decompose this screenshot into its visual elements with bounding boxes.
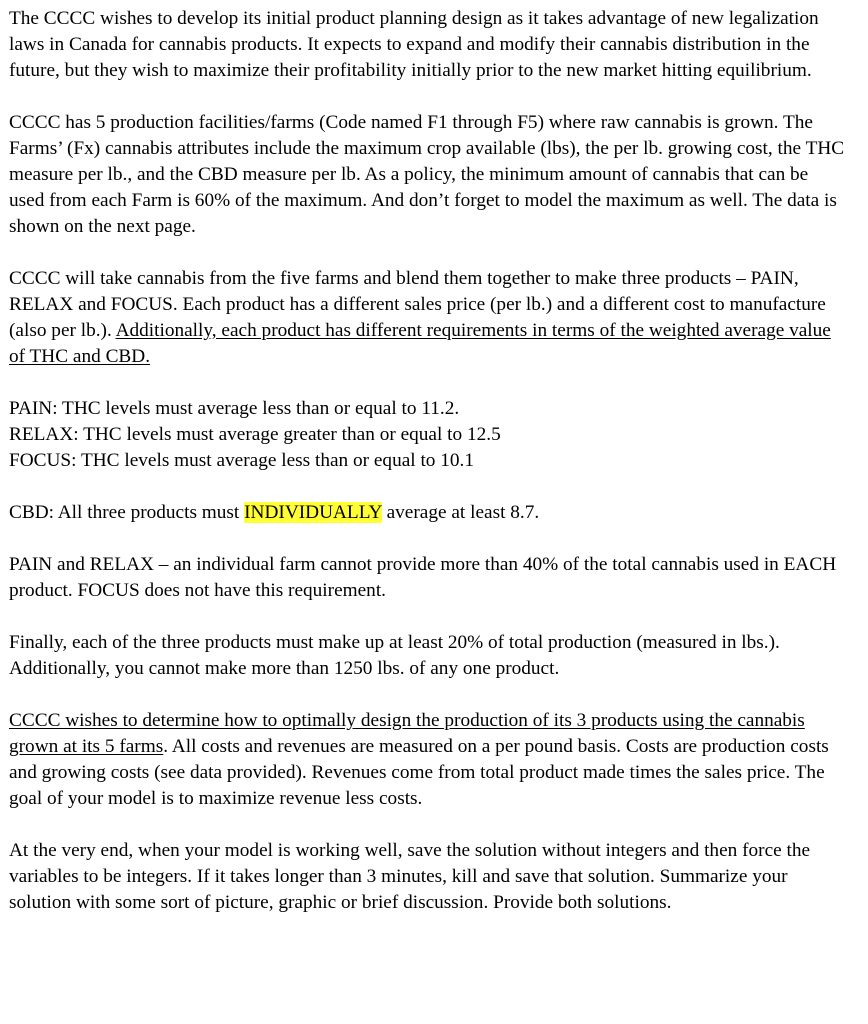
intro-paragraph: The CCCC wishes to develop its initial product planning design as it takes advantage of new legalization laws in Canada for cannabis products. It expects to expand and modify their cannabis distribution in the future, but they wish to maximize their profitability initially prior to the new market hitting equilibrium. <box>9 8 819 81</box>
thc-requirements <box>9 396 846 474</box>
pain-relax-paragraph: PAIN and RELAX – an individual farm cannot provide more than 40% of the total cannabis used in EACH product. FOCUS does not have this requirement. <box>9 554 837 601</box>
finally-paragraph: Finally, each of the three products must make up at least 20% of total production (measured in lbs.). Additionally, you cannot make more than 1250 lbs. of any one product. <box>9 632 780 679</box>
goal-underlined: CCCC wishes to determine how to optimally design the production of its 3 products using the cannabis grown at its 5 farms <box>9 710 805 757</box>
thc-relax-line: RELAX: THC levels must average greater than or equal to 12.5 <box>9 424 501 445</box>
thc-focus-line: FOCUS: THC levels must average less than or equal to 10.1 <box>9 450 475 471</box>
final-instructions-paragraph: At the very end, when your model is working well, save the solution without integers and then force the variables to be integers. If it takes longer than 3 minutes, kill and save that solution. Summarize your solution with some sort of picture, graphic or brief discussion. Provide both solutions. <box>9 840 811 913</box>
products-text: CCCC will take cannabis from the five farms and blend them together to make three products – PAIN, RELAX and FOCUS. Each product has a different sales price (per lb.) and a different cost to manufacture (also per lb.). <box>9 268 826 341</box>
farms-paragraph: CCCC has 5 production facilities/farms (Code named F1 through F5) where raw cannabis is grown. The Farms’ (Fx) cannabis attributes include the maximum crop available (lbs), the per lb. growing cost, the THC measure per lb., and the CBD measure per lb. As a policy, the minimum amount of cannabis that can be used from each Farm is 60% of the maximum. And don’t forget to model the maximum as well. The data is shown on the next page. <box>9 112 845 237</box>
thc-pain-line: PAIN: THC levels must average less than or equal to 11.2. <box>9 398 460 419</box>
cbd-requirement <box>9 500 846 526</box>
cbd-text-before: CBD: All three products must <box>9 502 245 523</box>
cbd-highlighted-word: INDIVIDUALLY <box>244 502 382 523</box>
products-paragraph <box>9 266 846 370</box>
goal-paragraph <box>9 708 846 812</box>
cbd-text-after: average at least 8.7. <box>381 502 540 523</box>
products-requirements-underlined: Additionally, each product has different requirements in terms of the weighted average value of THC and CBD. <box>9 320 831 367</box>
goal-text: . All costs and revenues are measured on a per pound basis. Costs are production costs and growing costs (see data provided). Revenues come from total product made times the sales price. The goal of your model is to maximize revenue less costs. <box>9 736 829 809</box>
